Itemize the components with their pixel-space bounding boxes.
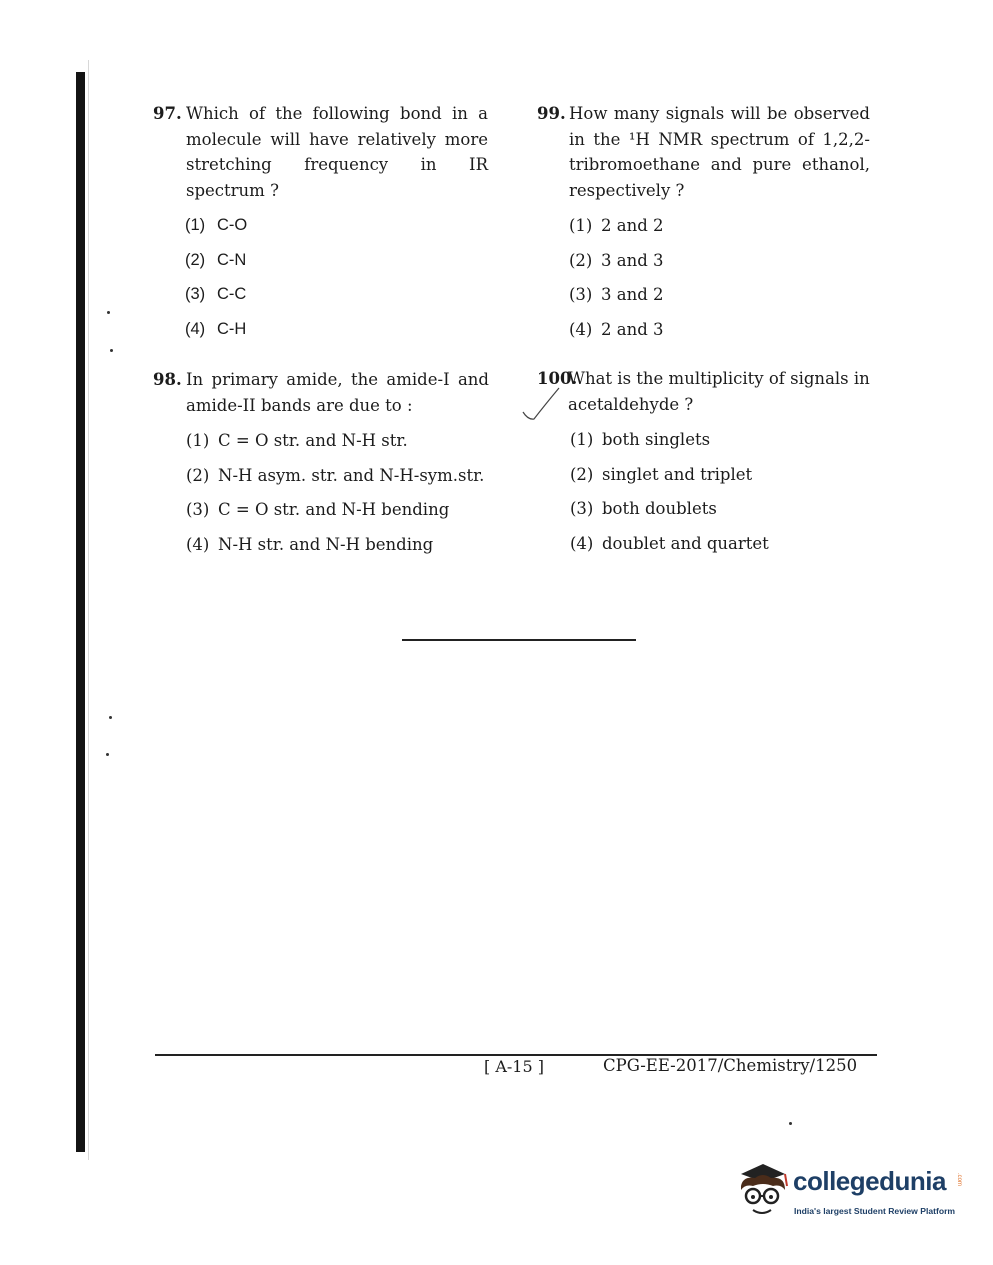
- option-1: [569, 213, 870, 248]
- section-end-rule: [402, 639, 636, 641]
- collegedunia-brand-suffix: .com: [956, 1173, 962, 1187]
- collegedunia-logo[interactable]: [733, 1160, 963, 1222]
- option-text: 3 and 3: [601, 250, 664, 270]
- option-text: N-H asym. str. and N-H-sym.str.: [218, 465, 485, 485]
- option-list: [186, 428, 489, 566]
- option-text: C = O str. and N-H str.: [218, 431, 408, 450]
- collegedunia-tagline: India's largest Student Review Platform: [794, 1206, 956, 1216]
- scan-speck: [110, 349, 113, 352]
- option-number: (2): [569, 250, 593, 270]
- option-text: C = O str. and N-H bending: [218, 500, 450, 519]
- question-text: What is the multiplicity of signals in acetaldehyde ?: [568, 369, 870, 414]
- option-3: [186, 497, 489, 532]
- page-fold-line: [88, 60, 89, 1160]
- handwritten-tick-mark: [522, 384, 562, 424]
- option-list: [570, 427, 872, 565]
- option-4: [570, 531, 872, 566]
- question-number: 98.: [153, 370, 182, 389]
- scan-speck: [106, 753, 109, 756]
- option-text: N-H str. and N-H bending: [218, 534, 434, 554]
- question-98: [153, 367, 489, 566]
- option-4: [186, 532, 489, 567]
- option-number: (2): [186, 465, 210, 485]
- collegedunia-mascot-icon: [733, 1160, 793, 1222]
- option-1: [185, 213, 488, 248]
- option-number: (4): [570, 533, 594, 553]
- option-number: (3): [185, 285, 206, 303]
- option-2: [185, 248, 488, 283]
- option-number: (4): [186, 534, 210, 554]
- option-3: [185, 282, 488, 317]
- page-binding-edge: [76, 72, 85, 1152]
- scan-speck: [107, 311, 110, 314]
- question-number: 97.: [153, 104, 182, 123]
- option-text: doublet and quartet: [602, 533, 769, 553]
- option-text: C-O: [217, 216, 248, 234]
- option-number: (1): [569, 216, 593, 235]
- option-text: both singlets: [602, 430, 711, 449]
- question-99: [537, 101, 870, 351]
- collegedunia-brand-name: collegedunia: [793, 1166, 946, 1196]
- scan-speck: [109, 716, 112, 719]
- option-text: both doublets: [602, 499, 717, 518]
- option-2: [186, 463, 489, 498]
- option-4: [569, 317, 870, 352]
- option-text: C-H: [217, 319, 247, 338]
- option-text: 2 and 3: [601, 319, 664, 339]
- option-text: C-C: [217, 285, 247, 303]
- option-number: (1): [186, 431, 210, 450]
- option-list: [569, 213, 870, 351]
- option-3: [569, 282, 870, 317]
- scan-speck: [789, 1122, 792, 1125]
- option-text: 2 and 2: [601, 216, 664, 235]
- question-number: 99.: [537, 104, 566, 123]
- question-100: [537, 366, 872, 565]
- option-3: [570, 496, 872, 531]
- option-2: [569, 248, 870, 283]
- footer-paper-code: CPG-EE-2017/Chemistry/1250: [603, 1056, 858, 1075]
- option-number: (1): [570, 430, 594, 449]
- option-list: [185, 213, 488, 351]
- option-number: (2): [570, 464, 594, 484]
- option-number: (4): [569, 319, 593, 339]
- option-text: singlet and triplet: [602, 464, 753, 484]
- option-4: [185, 317, 488, 352]
- question-text: How many signals will be observed in the ¹H NMR spectrum of 1,2,2-tribromoethane and pure ethanol, respectively ?: [569, 104, 870, 200]
- option-2: [570, 462, 872, 497]
- option-number: (3): [569, 285, 593, 304]
- option-text: 3 and 2: [601, 285, 664, 304]
- option-text: C-N: [217, 250, 247, 269]
- question-text: In primary amide, the amide-I and amide-II bands are due to :: [186, 370, 489, 415]
- option-1: [186, 428, 489, 463]
- question-text: Which of the following bond in a molecule will have relatively more stretching frequency in IR spectrum ?: [186, 104, 488, 200]
- option-number: (1): [185, 216, 206, 234]
- footer-page-label: [ A-15 ]: [484, 1057, 544, 1076]
- option-number: (2): [185, 250, 206, 269]
- question-97: [153, 101, 488, 351]
- option-number: (3): [570, 499, 594, 518]
- option-number: (3): [186, 500, 210, 519]
- question-number: 100.: [537, 369, 578, 388]
- option-number: (4): [185, 319, 206, 338]
- option-1: [570, 427, 872, 462]
